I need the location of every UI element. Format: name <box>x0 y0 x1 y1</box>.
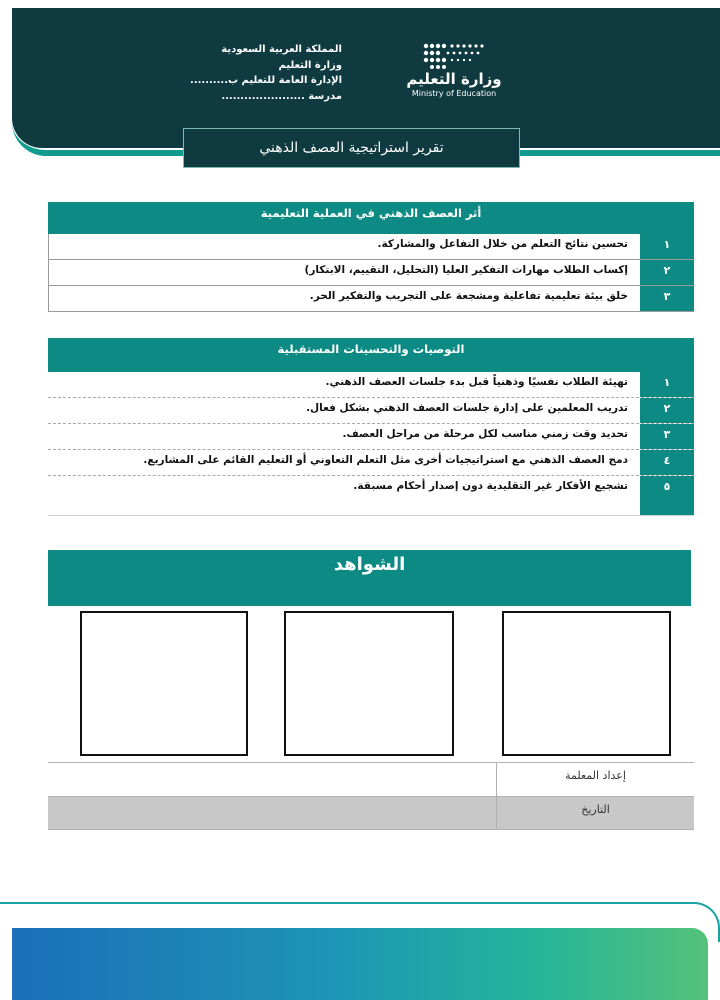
prepared-by-label: إعداد المعلمة <box>496 763 694 796</box>
prepared-by-row <box>48 762 694 796</box>
header-line-school: مدرسة ...................... <box>221 90 342 102</box>
table-row <box>48 450 694 476</box>
date-row <box>48 796 694 830</box>
table-row <box>48 260 694 286</box>
row-number: ٣ <box>640 424 694 449</box>
table-row <box>48 424 694 450</box>
logo-arabic-text: وزارة التعليم <box>406 70 502 88</box>
evidence-frame-1 <box>80 611 248 756</box>
row-number: ٢ <box>640 260 694 285</box>
report-title: تقرير استراتيجية العصف الذهني <box>183 128 520 168</box>
row-text: دمج العصف الذهني مع استراتيجيات أخرى مثل التعلم التعاوني أو التعليم القائم على المشاريع. <box>143 454 628 466</box>
row-text: تدريب المعلمين على إدارة جلسات العصف الذهني بشكل فعال. <box>306 402 628 414</box>
evidence-frame-2 <box>284 611 454 756</box>
header-line-country: المملكة العربية السعودية <box>221 44 342 55</box>
row-text: تشجيع الأفكار غير التقليدية دون إصدار أحكام مسبقة. <box>353 480 628 492</box>
row-text: تحديد وقت زمني مناسب لكل مرحلة من مراحل العصف. <box>342 428 628 440</box>
row-number: ١ <box>640 234 694 259</box>
header-info <box>132 42 342 104</box>
ministry-logo <box>404 40 504 112</box>
table-row <box>48 398 694 424</box>
signature-table <box>48 762 694 830</box>
evidence-frame-3 <box>502 611 671 756</box>
row-number: ٣ <box>640 286 694 311</box>
date-label: التاريخ <box>496 797 694 829</box>
row-text: تحسين نتائج التعلم من خلال التفاعل والمشاركة. <box>48 234 640 259</box>
header-band <box>12 8 720 148</box>
impact-heading: أثر العصف الذهني في العملية التعليمية <box>48 202 694 234</box>
recommendations-table <box>48 338 694 516</box>
header-line-ministry: وزارة التعليم <box>278 59 342 71</box>
impact-table <box>48 202 694 312</box>
header-line-directorate: الإدارة العامة للتعليم ب.......... <box>190 75 342 86</box>
row-number: ٥ <box>640 476 694 515</box>
table-row <box>48 234 694 260</box>
table-row <box>48 286 694 312</box>
recommendations-heading: التوصيات والتحسينات المستقبلية <box>48 338 694 372</box>
row-number: ٢ <box>640 398 694 423</box>
table-row <box>48 372 694 398</box>
row-number: ٤ <box>640 450 694 475</box>
row-text: خلق بيئة تعليمية تفاعلية ومشجعة على التجريب والتفكير الحر. <box>48 286 640 311</box>
table-row <box>48 476 694 516</box>
footer-band <box>12 928 708 1000</box>
evidence-heading: الشواهد <box>48 550 691 606</box>
row-text: تهيئة الطلاب نفسيًا وذهنياً قبل بدء جلسات العصف الذهني. <box>325 376 628 388</box>
prepared-by-field[interactable] <box>48 763 496 796</box>
ministry-dots-icon <box>422 40 486 70</box>
row-text: إكساب الطلاب مهارات التفكير العليا (التحليل، التقييم، الابتكار) <box>48 260 640 285</box>
row-number: ١ <box>640 372 694 397</box>
date-field[interactable] <box>48 797 496 829</box>
logo-english-text: Ministry of Education <box>411 89 497 98</box>
